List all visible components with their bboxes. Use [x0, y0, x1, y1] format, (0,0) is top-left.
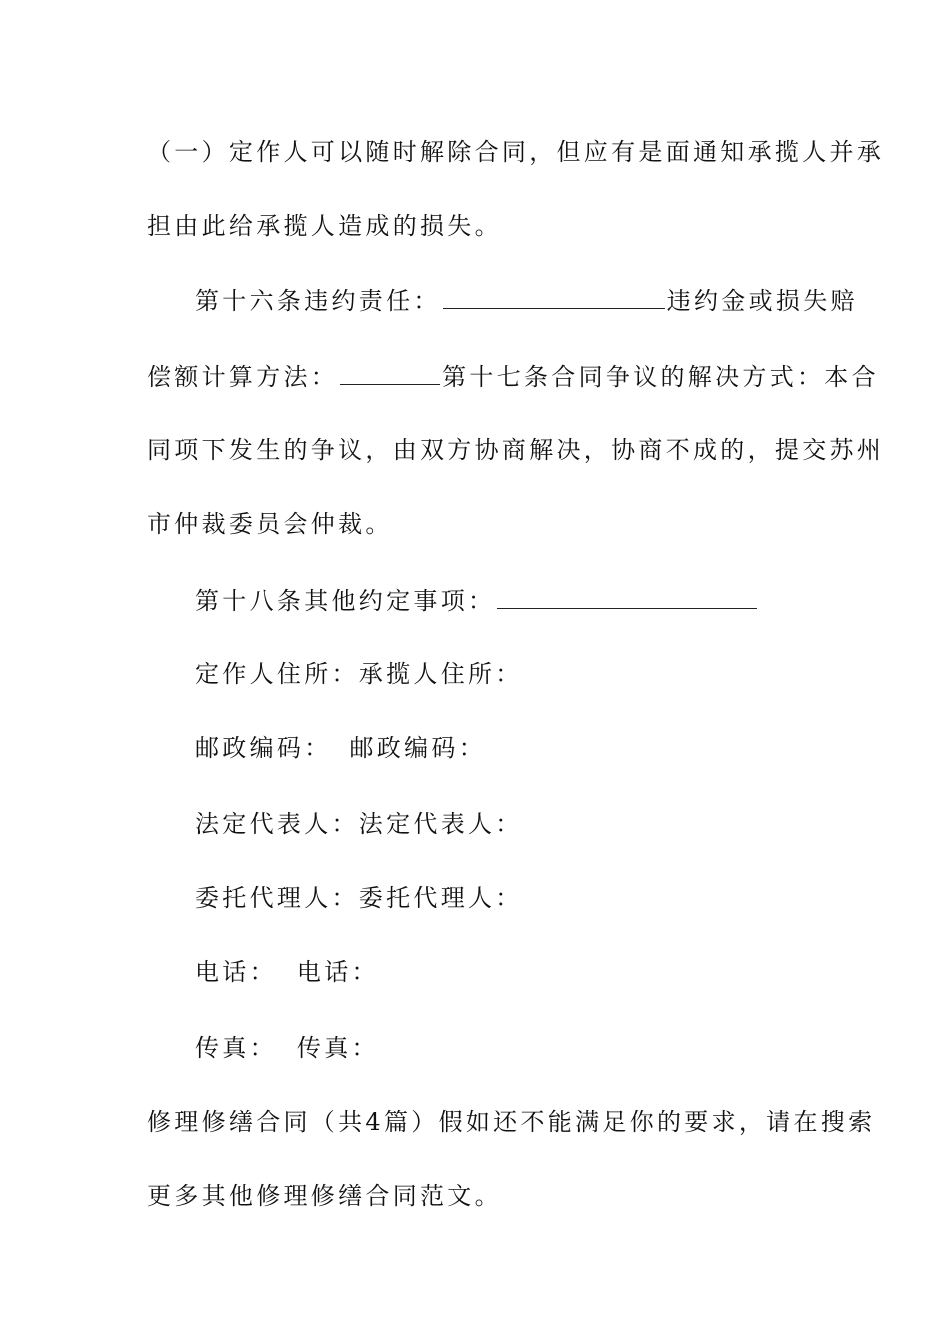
article-16-label: 第十六条违约责任：: [195, 287, 441, 315]
phone-line: [195, 956, 807, 988]
paragraph-line: （一）定作人可以随时解除合同，但应有是面通知承揽人并承: [147, 138, 885, 166]
article-16-line: [195, 284, 858, 316]
fax-label-b: 传真：: [296, 1034, 379, 1062]
paragraph-line: 市仲裁委员会仲裁。: [147, 510, 393, 538]
footer-line: 更多其他修理修缮合同范文。: [147, 1182, 502, 1210]
phone-label-b: 电话：: [296, 958, 379, 986]
postcode-label-a: 邮政编码：: [195, 734, 332, 762]
footer-line: 修理修缮合同（共4篇）假如还不能满足你的要求，请在搜索: [147, 1108, 876, 1136]
fill-in-blank: [340, 360, 440, 385]
paragraph-line: 担由此给承揽人造成的损失。: [147, 212, 502, 240]
article-17-line: [147, 360, 879, 392]
article-17-label: 偿额计算方法：: [147, 363, 339, 391]
fill-in-blank: [497, 584, 757, 609]
phone-label-a: 电话：: [195, 958, 277, 986]
paragraph-line: 同项下发生的争议，由双方协商解决，协商不成的，提交苏州: [147, 436, 885, 464]
article-18-label: 第十八条其他约定事项：: [195, 587, 496, 615]
fax-label-a: 传真：: [195, 1034, 277, 1062]
article-18-line: [195, 584, 807, 616]
fax-line: [195, 1032, 807, 1064]
postcode-label-b: 邮政编码：: [349, 734, 486, 762]
legal-rep-line: 法定代表人：法定代表人：: [195, 810, 523, 838]
postcode-line: [195, 732, 807, 764]
agent-line: 委托代理人：委托代理人：: [195, 884, 523, 912]
article-16-text: 违约金或损失赔: [666, 287, 858, 315]
fill-in-blank: [443, 284, 665, 309]
address-line: 定作人住所：承揽人住所：: [195, 660, 523, 688]
article-17-text: 第十七条合同争议的解决方式：本合: [442, 363, 879, 391]
